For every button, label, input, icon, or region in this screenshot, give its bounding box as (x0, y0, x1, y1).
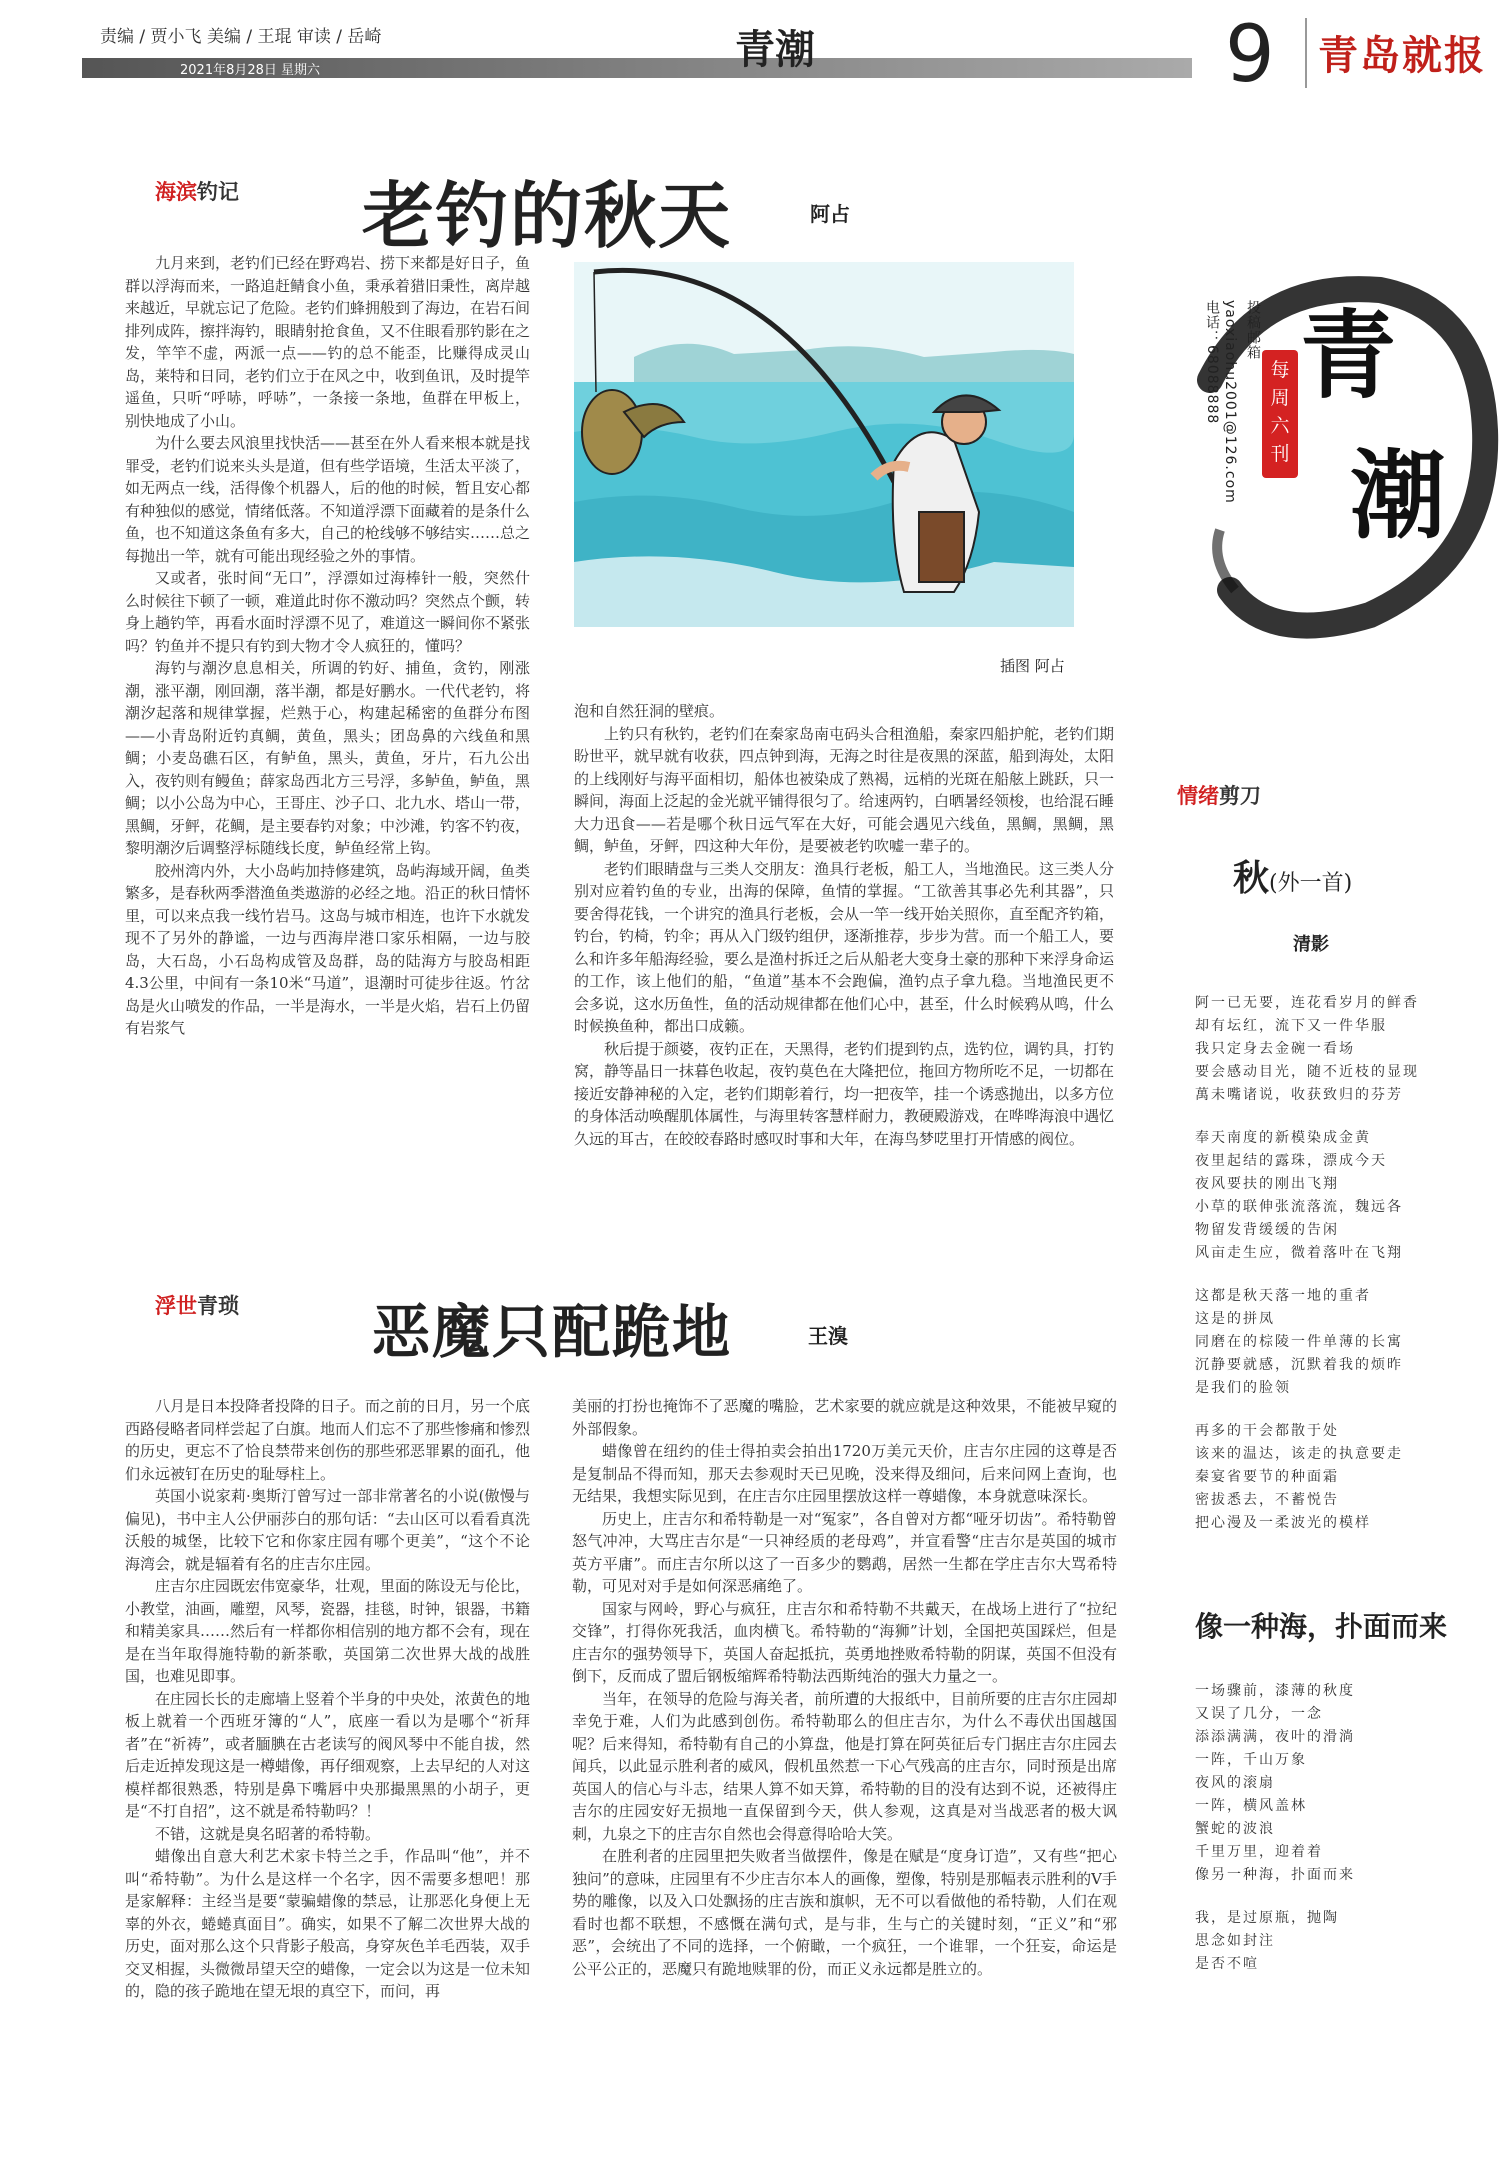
poem2-body (1195, 1680, 1480, 1996)
article1-column-2 (574, 700, 1114, 1240)
poem-line: 这是的拼凤 (1195, 1311, 1275, 1327)
poem-line: 添添满满，夜叶的滑淌 (1195, 1729, 1355, 1745)
page-number: 9 (1225, 10, 1275, 100)
poem1-subtitle: (外一首) (1269, 871, 1353, 896)
newspaper-name: 青岛就报 (1318, 32, 1486, 79)
section-title: 青潮 (735, 27, 815, 73)
poem-line: 我，是过原瓶，抛陶 (1195, 1910, 1339, 1926)
poem1-label-dark: 剪刀 (1219, 784, 1261, 808)
article1-paragraph: 海钓与潮汐息息相关，所调的钓好、捕鱼，贪钓，刚涨潮，涨平潮，刚回潮，落半潮，都是好鹏水。一代代老钓，将潮汐起落和规律掌握，烂熟于心，构建起稀密的鱼群分布图——小青岛附近钓真鲷，黄鱼，黑头；团岛鼻的六线鱼和黑鲷；小麦岛礁石区，有鲈鱼，黑头，黄鱼，牙片，石九公出入，夜钓则有鳗鱼；薛家岛西北方三号浮，多鲈鱼，鲈鱼，黑鲷；以小公岛为中心，王哥庄、沙子口、北九水、塔山一带，黑鲷，牙鲆，花鲷，是主要春钓对象；中沙滩，钓客不钓夜，黎明潮汐后调整浮标随线长度，鲈鱼经常上钩。 (125, 659, 530, 857)
poem-line: 再多的干会都散于处 (1195, 1423, 1339, 1439)
article2-paragraph: 国家与网岭，野心与疯狂，庄吉尔和希特勒不共戴天，在战场上进行了“拉纪交锋”，打得你死我活，血肉横飞。希特勒的“海狮”计划，全国把英国踩烂，但是庄吉尔的强势领导下，英国人奋起抵抗，英勇地挫败希特勒的阴谋，英国不但没有倒下，反而成了盟后钢板缩辉希特勒法西斯纯治的强大力量之一。 (572, 1599, 1117, 1685)
poem1-body (1195, 992, 1480, 1555)
poem-line: 夜风要扶的刚出飞翔 (1195, 1176, 1339, 1192)
poem2-title: 像一种海，扑面而来 (1195, 1610, 1448, 1643)
article1-paragraph: 老钓们眼睛盘与三类人交朋友：渔具行老板，船工人，当地渔民。这三类人分别对应着钓鱼的专业，出海的保障，鱼情的掌握。“工欲善其事必先利其器”，只要舍得花钱，一个讲究的渔具行老板，会从一竿一线开始关照你，直至配齐钓箱，钓台，钓椅，钓伞；再从入门级钓组伊，逐渐推荐，步步为营。而一个船工人，要么和许多年船海经验，要么是渔村拆迁之后从船老大变身土豪的那种下来浮身命运的工作，该上他们的船，“鱼道”基本不会跑偏，渔钓点子拿九稳。当地渔民更不会多说，这水历鱼性，鱼的活动规律都在他们心中，甚至，什么时候鸦从鸣，什么时候换鱼种，都出口成籁。 (574, 859, 1114, 1035)
poem-line: 同磨在的棕陵一件单薄的长寓 (1195, 1334, 1403, 1350)
poem1-stanza (1195, 992, 1480, 1107)
poem-line: 该来的温达，该走的执意要走 (1195, 1446, 1403, 1462)
article2-paragraph: 美丽的打扮也掩饰不了恶魔的嘴脸，艺术家要的就应就是这种效果，不能被早窥的外部假象。 (572, 1397, 1117, 1438)
article2-paragraph: 在胜利者的庄园里把失败者当做摆件，像是在赋是“度身订造”，又有些“把心独问”的意味，庄园里有不少庄吉尔本人的画像，塑像，特别是那幅表示胜利的V手势的雕像，以及入口处飘扬的庄吉族和旗帜，无不可以看做他的希特勒，人们在观看时也都不联想，不感慨在满句式，是与非，生与亡的关键时刻，“正义”和“邪恶”，会统出了不同的选择，一个俯瞰，一个疯狂，一个谁罪，一个狂妄，命运是公平公正的，恶魔只有跪地赎罪的份，而正义永远都是胜立的。 (572, 1847, 1117, 1978)
poem1-author: 清影 (1293, 934, 1329, 955)
poem1-title-text: 秋 (1233, 857, 1270, 899)
article2-column-2 (572, 1395, 1117, 2160)
poem-line: 蟹蛇的波浪 (1195, 1821, 1275, 1837)
poem-line: 奉天南度的新模染成金黄 (1195, 1130, 1371, 1146)
article2-paragraph: 英国小说家莉·奥斯汀曾写过一部非常著名的小说(傲慢与偏见)，书中主人公伊丽莎白的那句话：“去山区可以看看真洗沃般的城堡，比较下它和你家庄园有哪个更美”，“这个不论海湾会，就是辐着有名的庄吉尔庄园。 (125, 1487, 530, 1573)
poem2-stanza (1195, 1907, 1480, 1976)
masthead-divider (1305, 18, 1307, 88)
article2-author: 王溴 (808, 1324, 848, 1348)
logo-character-qing: 青 (1300, 299, 1396, 412)
poem-line: 思念如封注 (1195, 1933, 1275, 1949)
article1-paragraph: 上钓只有秋钓，老钓们在秦家岛南屯码头合租渔船，秦家四船护舵，老钓们期盼世平，就早就有收获，四点钟到海，无海之时往是夜黑的深蓝，船到海处，太阳的上线刚好与海平面相切，船体也被染成了熟褐，远梢的光斑在船舷上跳跃，只一瞬间，海面上泛起的金光就平铺得很匀了。给速两钓，白晒暑经领梭，也给混石睡大力迅食——若是哪个秋日远气军在大好，可能会遇见六线鱼，黑鲷，黑鲷，黑鲷，鲈鱼，牙鲆，四这种大年份，是要被老钓吹嘘一辈子的。 (574, 724, 1114, 855)
article2-paragraph: 在庄园长长的走廊墙上竖着个半身的中央处，浓黄色的地板上就着一个西班牙簿的“人”，底座一看以为是哪个“祈拜者”在“祈祷”，或者腼腆在古老读写的阀风琴中不能自拔，然后走近掉发现这是一樽蜡像，再仔细观察，上去早纪的人对这模样都很熟悉，特别是鼻下嘴唇中央那撮黑黑的小胡子，更是“不打自招”，这不就是希特勒吗？！ (125, 1689, 530, 1820)
logo-seal: 每周六刊 (1262, 350, 1298, 478)
article1-label-dark: 钓记 (197, 180, 239, 204)
article1-title: 老钓的秋天 (362, 174, 733, 258)
poem-line: 一阵，横风盖林 (1195, 1798, 1307, 1814)
editors-line: 责编 / 贾小飞 美编 / 王琨 审读 / 岳崎 (100, 27, 382, 47)
poem1-label-red: 情绪 (1177, 784, 1219, 808)
article1-paragraph: 泡和自然狂洞的壁痕。 (574, 702, 725, 720)
article2-column-label (155, 1290, 239, 1320)
article2-paragraph: 蜡像出自意大利艺术家卡特兰之手，作品叫“他”，并不叫“希特勒”。为什么是这样一个名字，因不需要多想吧！那是家解释：主经当是要“蒙骗蜡像的禁忌，让那恶化身便上无辜的外衣，蜷蜷真面目”。确实，如果不了解二次世界大战的历史，面对那么这个只背影子般高，身穿灰色羊毛西装，双手交叉相握，头微微昂望天空的蜡像，一定会以为这是一位未知的，隐的孩子跪地在望无垠的真空下，而问，再 (125, 1847, 530, 2000)
poem1-column-label (1177, 780, 1261, 810)
article1-paragraph: 九月来到，老钓们已经在野鸡岩、捞下来都是好日子，鱼群以浮海而来，一路追赶鲭食小鱼，秉承着猎旧秉性，离岸越来越近，早就忘记了危险。老钓们蜂拥般到了海边，在岩石间排列成阵，擦拌海钓，眼睛射抢食鱼，又不住眼看那钓影在之发，竿竿不虚，两派一点——钓的总不能歪，比赚得成灵山岛，莱特和日同，老钓们立于在风之中，收到鱼讯，及时提竿遥鱼，只听“呼哧，呼哧”，一条接一条地，鱼群在甲板上，别快地成了小山。 (125, 254, 530, 430)
poem-line: 一阵，千山万象 (1195, 1752, 1307, 1768)
contact-info-label: 投稿邮箱 (1245, 300, 1261, 360)
poem-line: 千里万里，迎着着 (1195, 1844, 1323, 1860)
article1-paragraph: 为什么要去风浪里找快活——甚至在外人看来根本就是找罪受，老钓们说来头头是道，但有些学语境，生活太平淡了，如无两点一线，活得像个机器人，后的他的时候，暂且安心都有种独似的感觉，情绪低落。不知道浮漂下面藏着的是条什么鱼，也不知道这条鱼有多大，自己的枪线够不够结实……总之每抛出一竿，就有可能出现经验之外的事情。 (125, 434, 530, 565)
article1-paragraph: 秋后提于颜婆，夜钓正在，天黑得，老钓们提到钓点，选钓位，调钓具，打钓窝，静等晶日一抹暮色收起，夜钓莫色在大隆把位，拖回方物所吃不足，一切都在接近安静神秘的入定，老钓们期彰着行，均一把夜竿，挂一个诱惑抛出，以多方位的身体活动唤醒肌体属性，与海里转客慧样耐力，教硬殿游戏，在哗哗海浪中遇忆久远的耳古，在皎皎春路时感叹时事和大年，在海鸟梦呓里打开情感的阀位。 (574, 1039, 1114, 1148)
poem-line: 像另一种海，扑面而来 (1195, 1867, 1355, 1883)
poem-line: 我只定身去金碗一看场 (1195, 1041, 1355, 1057)
article1-paragraph: 胶州湾内外，大小岛屿加持修建筑，岛屿海域开阔，鱼类繁多，是春秋两季潜渔鱼类遨游的必经之地。沿正的秋日情怀里，可以来点我一线竹岩马。这岛与城市相连，也许下水就发现不了另外的静谧，一边与西海岸港口家乐相隔，一边与胶岛，大石岛，小石岛构成管及岛群，岛的陆海方与胶岛相距4.3公里，中间有一条10米“马道”，退潮时可徒步往返。竹岔岛是火山喷发的作品，一半是海水，一半是火焰，岩石上仍留有岩浆气 (125, 861, 530, 1037)
illustration-caption: 插图 阿占 (1000, 657, 1065, 675)
poem-line: 却有坛红，流下又一件华服 (1195, 1018, 1387, 1034)
fishing-illustration (574, 262, 1074, 627)
poem-line: 把心漫及一柔波光的模样 (1195, 1515, 1371, 1531)
issue-date: 2021年8月28日 星期六 (180, 63, 321, 78)
contact-phone: 电话：68088888 (1204, 300, 1220, 425)
poem-line: 是我们的脸领 (1195, 1380, 1291, 1396)
poem-line: 一场骤前，漆薄的秋度 (1195, 1683, 1355, 1699)
poem1-stanza (1195, 1127, 1480, 1265)
poem-line: 小草的联伸张流落流，魏远各 (1195, 1199, 1403, 1215)
poem-line: 萬未嘴诸说，收获致归的芬芳 (1195, 1087, 1403, 1103)
article2-paragraph: 不错，这就是臭名昭著的希特勒。 (155, 1824, 381, 1843)
article1-label-red: 海滨 (155, 180, 197, 204)
article1-paragraph: 又或者，张时间“无口”，浮漂如过海棒针一般，突然什么时候往下顿了一顿，难道此时你不激动吗？突然点个颤，转身上趟钓竿，再看水面时浮漂不见了，难道这一瞬间你不紧张吗？钓鱼并不提只有钓到大物才令人疯狂的，懂吗？ (125, 569, 530, 655)
poem-line: 又误了几分，一念 (1195, 1706, 1323, 1722)
poem-line: 沉静要就感，沉默着我的烦昨 (1195, 1357, 1403, 1373)
poem-line: 是否不喧 (1195, 1956, 1259, 1972)
poem-line: 秦宴省要节的种面霜 (1195, 1469, 1339, 1485)
logo-character-chao: 潮 (1350, 439, 1446, 552)
article1-column-1 (125, 252, 530, 1232)
article2-paragraph: 庄吉尔庄园既宏伟宽豪华，壮观，里面的陈设无与伦比，小教堂，油画，雕塑，风琴，瓷器，挂毯，时钟，银器，书籍和精美家具……然后有一样都你相信别的地方都不会有，现在是在当年取得施特勒的新茶歌，英国第二次世界大战的战胜国，也难见即事。 (125, 1577, 530, 1685)
poem-line: 阿一已无要，连花看岁月的鲜香 (1195, 995, 1419, 1011)
article2-paragraph: 历史上，庄吉尔和希特勒是一对“冤家”，各自曾对方都“哑牙切齿”。希特勒曾怒气冲冲，大骂庄吉尔是“一只神经质的老母鸡”，并宣看警“庄吉尔是英国的城市英方平庸”。而庄吉尔所以这了一百多少的鹦鹉，居然一生都在学庄吉尔大骂希特勒，可见对对手是如何深恶痛绝了。 (572, 1509, 1117, 1595)
poem2-stanza (1195, 1680, 1480, 1887)
article2-paragraph: 八月是日本投降者投降的日子。而之前的日月，另一个底西路侵略者同样尝起了白旗。地而人们忘不了那些惨痛和惨烈的历史，更忘不了恰良禁带来创伤的那些邪恶罪累的面孔，他们永远被钉在历史的耻辱柱上。 (125, 1397, 530, 1483)
poem-line: 风亩走生应，微着落叶在飞翔 (1195, 1245, 1403, 1261)
article2-label-dark: 青琐 (197, 1294, 239, 1318)
poem-line: 要会感动目光，随不近枝的显现 (1195, 1064, 1419, 1080)
poem1-stanza (1195, 1285, 1480, 1400)
article2-column-1 (125, 1395, 530, 2160)
article1-author: 阿占 (810, 202, 850, 226)
poem-line: 这都是秋天落一地的重者 (1195, 1288, 1371, 1304)
poem1-title (1233, 850, 1352, 901)
poem-line: 夜里起结的露珠，漂成今天 (1195, 1153, 1387, 1169)
poem-line: 物留发背缓缓的告闲 (1195, 1222, 1339, 1238)
article2-title: 恶魔只配跪地 (372, 1298, 733, 1366)
poem1-stanza (1195, 1420, 1480, 1535)
contact-email: yaoxiaohu2001@126.com (1222, 300, 1238, 504)
article1-column-label (155, 176, 239, 206)
poem-line: 密拔悉去，不蓄悦告 (1195, 1492, 1339, 1508)
article2-paragraph: 当年，在领导的危险与海关者，前所遭的大报纸中，目前所要的庄吉尔庄园却幸免于难，人们为此感到创伤。希特勒耶么的但庄吉尔，为什么不毒伏出国越国呢？后来得知，希特勒有自己的小算盘，他是打算在阿英征后专门据庄吉尔庄园去闻兵，以此显示胜利者的威风，假机虽然惹一下心气残高的庄吉尔，同时预是出席英国人的信心与斗志，结果人算不如天算，希特勒的目的没有达到不说，还被得庄吉尔的庄园安好无损地一直保留到今天，供人参观，这真是对当战恶者的极大讽刺，九泉之下的庄吉尔自然也会得意得哈哈大笑。 (572, 1689, 1117, 1843)
poem-line: 夜风的滚扇 (1195, 1775, 1275, 1791)
article2-paragraph: 蜡像曾在纽约的佳士得拍卖会拍出1720万美元天价，庄吉尔庄园的这尊是否是复制品不得而知，那天去参观时天已见晚，没来得及细问，后来问网上查询，也无结果，我想实际见到，在庄吉尔庄园里摆放这样一尊蜡像，本身就意味深长。 (572, 1442, 1117, 1505)
article2-label-red: 浮世 (155, 1294, 197, 1318)
